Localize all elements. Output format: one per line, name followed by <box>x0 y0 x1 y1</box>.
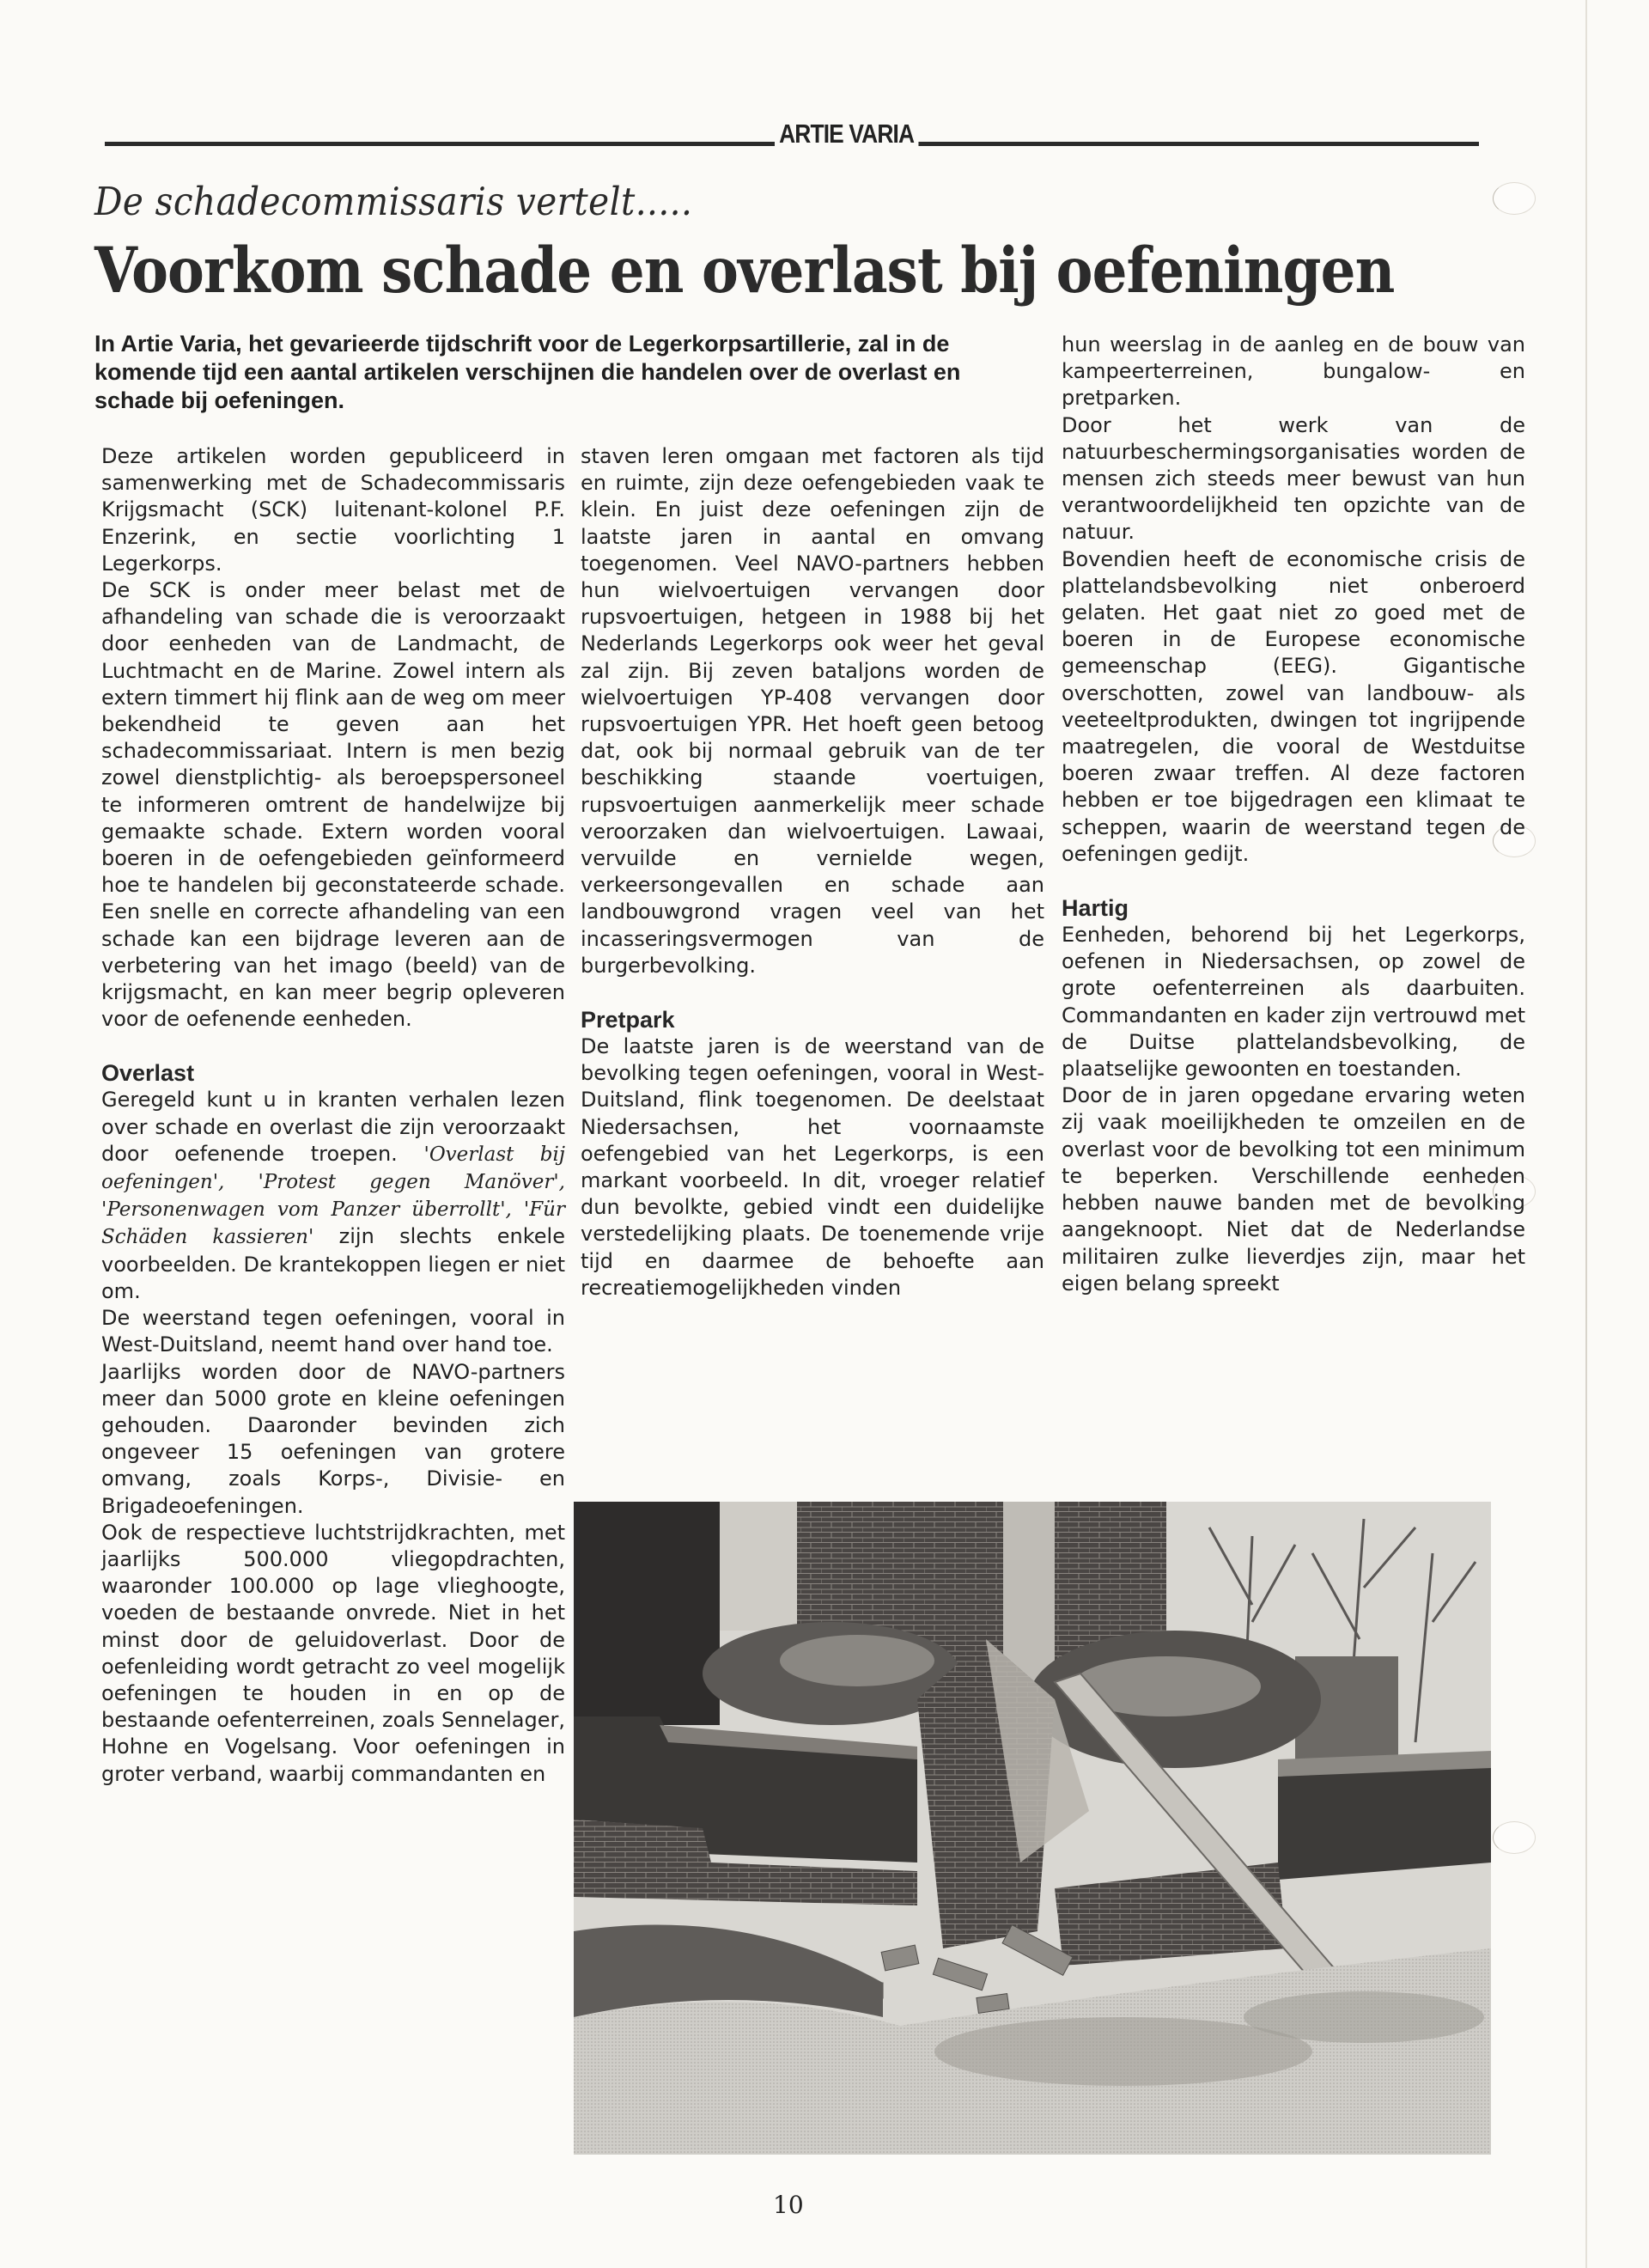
punch-hole <box>1493 182 1536 215</box>
article-kicker: De schadecommissaris vertelt..... <box>94 179 693 224</box>
article-photo <box>574 1502 1491 2155</box>
paragraph: Ook de respectieve luchtstrijdkrachten, met jaarlijks 500.000 vliegopdrachten, waaronder 100.000 op lage vlieghoogte, voeden de bestaande onvrede. Niet in het minst door de geluidoverlast. Door de oefenleiding wordt getracht zo veel mogelijk oefeningen te houden in en op de bestaande oefenterreinen, zoals Sennelager, Hohne en Vogelsang. Voor oefeningen in groter verband, waarbij commandanten en <box>101 1520 565 1786</box>
paragraph: Door de in jaren opgedane ervaring weten zij vaak moeilijkheden te omzeilen en de overlast voor de bevolking tot een minimum te beperken. Verschillende eenheden hebben nauwe banden met de bevolking aangeknoopt. Niet dat de Nederlandse militairen zulke lieverdjes zijn, maar het eigen belang spreekt <box>1062 1083 1525 1296</box>
paragraph: hun weerslag in de aanleg en de bouw van kampeerterreinen, bungalow- en pretparken. <box>1062 332 1525 411</box>
paragraph: De laatste jaren is de weerstand van de bevolking tegen oefeningen, vooral in West-Duitsland, flink toegenomen. De deelstaat Niedersachsen, het voornaamste oefengebied van het Legerkorps, is een markant voorbeeld. In dit, vroeger relatief dun bevolkte, gebied vindt een duidelijke verstedelijking plaats. De toenemende vrije tijd en daarmee de behoefte aan recreatiemogelijkheden vinden <box>581 1034 1044 1300</box>
paragraph: Deze artikelen worden gepubliceerd in samenwerking met de Schadecommissaris Krijgsmacht (SCK) luitenant-kolonel P.F. Enzerink, en sectie voorlichting 1 Legerkorps. <box>101 444 565 576</box>
punch-hole <box>1493 1821 1536 1854</box>
paper-edge <box>1585 0 1587 2268</box>
paragraph: Bovendien heeft de economische crisis de plattelandsbevolking niet onberoerd gelaten. Het gaat niet zo goed met de boeren in de Europese economische gemeenschap (EEG). Gigantische overschotten, zowel van landbouw- als veeteeltprodukten, dwingen tot ingrijpende maatregelen, die vooral de Westduitse boeren zwaar treffen. Al deze factoren hebben er toe bijgedragen een klimaat te scheppen, waarin de weerstand tegen de oefeningen gedijt. <box>1062 546 1525 866</box>
paragraph: Eenheden, behorend bij het Legerkorps, oefenen in Niedersachsen, op zowel de grote oefenterreinen als daarbuiten. Commandanten en kader zijn vertrouwd met de Duitse plattelandsbevolking, de plaatselijke gewoonten en toestanden. <box>1062 923 1525 1082</box>
page-number: 10 <box>773 2191 804 2219</box>
quoted-headlines: 'Overlast bij oefeningen', 'Protest gegen Manöver', 'Personenwagen vom Panzer überrollt', 'Für Schäden kassieren' <box>101 1143 565 1249</box>
paragraph-text: zijn slechts enkele voorbeelden. De krantekoppen liegen er niet om. <box>101 1224 565 1303</box>
paragraph-text: Geregeld kunt u in kranten verhalen lezen over schade en overlast die zijn veroorzaakt door oefenende troepen. <box>101 1088 565 1166</box>
subheading-overlast: Overlast <box>101 1060 195 1087</box>
article-lead: In Artie Varia, het gevarieerde tijdschrift voor de Legerkorpsartillerie, zal in de komende tijd een aantal artikelen verschijnen die handelen over de overlast en schade bij oefeningen. <box>94 331 961 413</box>
column-2 <box>581 443 1044 1302</box>
column-3 <box>1062 332 1525 1297</box>
damaged-wall-photo-icon <box>574 1502 1491 2155</box>
paragraph: staven leren omgaan met factoren als tijd en ruimte, zijn deze oefengebieden vaak te klein. En juist deze oefeningen zijn de laatste jaren in aantal en omvang toegenomen. Veel NAVO-partners hebben hun wielvoertuigen vervangen door rupsvoertuigen, hetgeen in 1988 bij het Nederlands Legerkorps ook weer het geval zal zijn. Bij zeven bataljons worden de wielvoertuigen YP-408 vervangen door rupsvoertuigen YPR. Het hoeft geen betoog dat, ook bij normaal gebruik van de ter beschikking staande voertuigen, rupsvoertuigen aanmerkelijk meer schade veroorzaken dan wielvoertuigen. Lawaai, vervuilde en vernielde wegen, verkeersongevallen en schade aan landbouwgrond vragen veel van het incasseringsvermogen van de burgerbevolking. <box>581 444 1044 978</box>
column-1 <box>101 443 565 1788</box>
paragraph: De weerstand tegen oefeningen, vooral in West-Duitsland, neemt hand over hand toe. <box>101 1306 565 1357</box>
masthead <box>105 119 1479 153</box>
paragraph: Door het werk van de natuurbeschermingsorganisaties worden de mensen zich steeds meer bewust van hun verantwoordelijkheid ten opzichte van de natuur. <box>1062 412 1525 545</box>
subheading-hartig: Hartig <box>1062 895 1129 922</box>
article-headline: Voorkom schade en overlast bij oefeningen <box>94 234 1395 308</box>
publication-name: ARTIE VARIA <box>775 119 918 149</box>
paragraph: Jaarlijks worden door de NAVO-partners meer dan 5000 grote en kleine oefeningen gehouden. Daaronder bevinden zich ongeveer 15 oefeningen van grotere omvang, zoals Korps-, Divisie- en Brigadeoefeningen. <box>101 1359 565 1518</box>
subheading-pretpark: Pretpark <box>581 1007 675 1033</box>
paragraph: De SCK is onder meer belast met de afhandeling van schade die is veroorzaakt door eenheden van de Landmacht, de Luchtmacht en de Marine. Zowel intern als extern timmert hij flink aan de weg om meer bekendheid te geven aan het schadecommissariaat. Intern is men bezig zowel dienstplichtig- als beroepspersoneel te informeren omtrent de handelwijze bij gemaakte schade. Extern worden vooral boeren in de oefengebieden geïnformeerd hoe te handelen bij geconstateerde schade. Een snelle en correcte afhandeling van een schade kan een bijdrage leveren aan de verbetering van het imago (beeld) van de krijgsmacht, en kan meer begrip opleveren voor de oefenende eenheden. <box>101 578 565 1032</box>
paragraph <box>101 1087 565 1305</box>
